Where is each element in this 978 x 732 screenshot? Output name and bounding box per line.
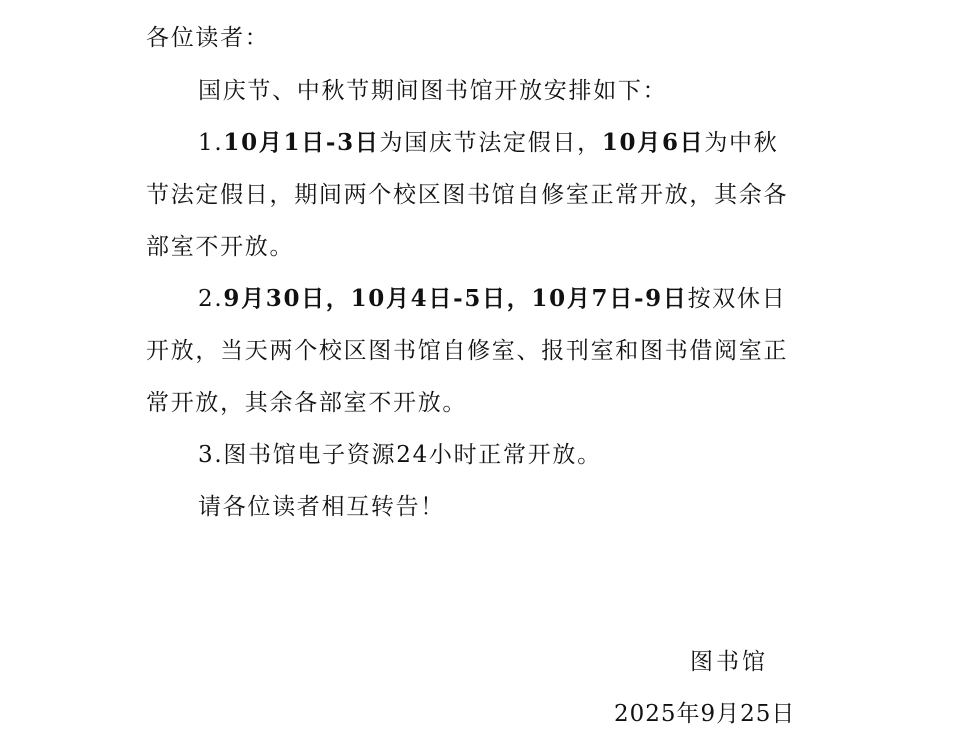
item-1-line-3: 部室不开放。 [146, 234, 295, 260]
item-1-date-range-national-day: 10月1日-3日 [223, 129, 380, 156]
item-2-text-1: 按双休日 [687, 286, 787, 312]
closing-line: 请各位读者相互转告！ [198, 494, 445, 520]
item-1-number: 1. [198, 130, 224, 156]
item-2-line-3: 常开放，其余各部室不开放。 [146, 390, 468, 416]
item-2-line-2: 开放，当天两个校区图书馆自修室、报刊室和图书借阅室正 [146, 338, 789, 364]
item-1-line-2: 节法定假日，期间两个校区图书馆自修室正常开放，其余各 [146, 182, 789, 208]
item-3: 3.图书馆电子资源24小时正常开放。 [198, 442, 602, 468]
item-2-number: 2. [198, 286, 224, 312]
item-1-text-2: 为中秋 [704, 130, 779, 156]
signature-organization: 图书馆 [690, 649, 768, 675]
intro-paragraph: 国庆节、中秋节期间图书馆开放安排如下： [198, 78, 668, 104]
item-1-date-mid-autumn: 10月6日 [601, 129, 705, 156]
item-2-dates: 9月30日，10月4日-5日，10月7日-9日 [223, 285, 688, 312]
salutation: 各位读者： [146, 25, 270, 51]
signature-date: 2025年9月25日 [614, 701, 796, 727]
item-2-line-1 [198, 285, 786, 313]
item-1-line-1 [198, 129, 778, 157]
item-1-text-1: 为国庆节法定假日， [379, 130, 602, 156]
